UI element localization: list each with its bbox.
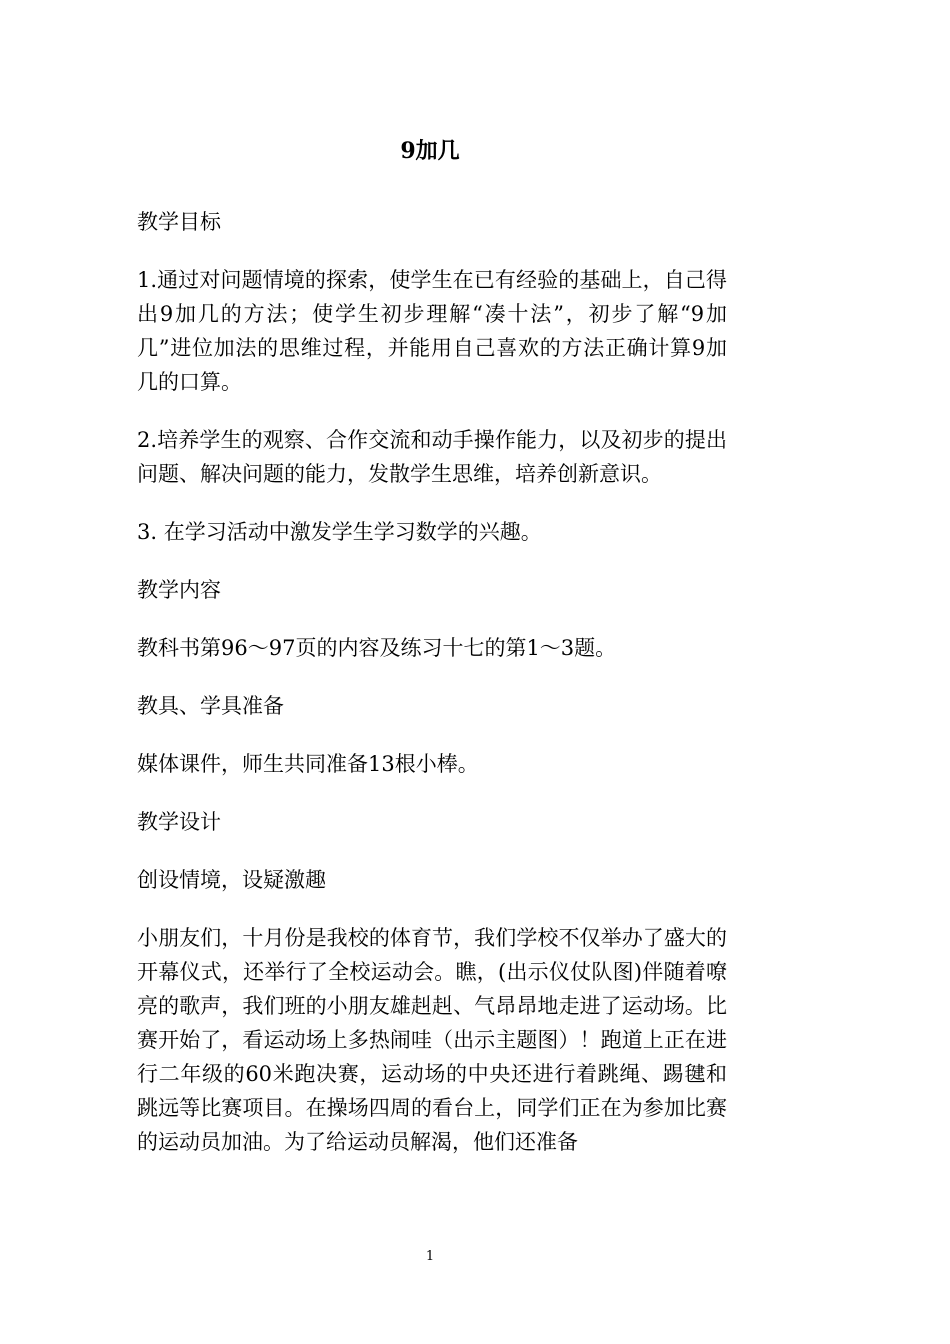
content-paragraph: 教科书第96～97页的内容及练习十七的第1～3题。 xyxy=(137,636,617,660)
materials-paragraph: 媒体课件，师生共同准备13根小棒。 xyxy=(137,752,479,776)
objective-2-paragraph: 2.培养学生的观察、合作交流和动手操作能力，以及初步的提出问题、解决问题的能力，发散学生思维，培养创新意识。 xyxy=(137,428,727,486)
document-title: 9加几 xyxy=(400,138,460,164)
objective-3-paragraph: 3. 在学习活动中激发学生学习数学的兴趣。 xyxy=(137,520,542,544)
section-heading-materials: 教具、学具准备 xyxy=(137,694,284,718)
page-number: 1 xyxy=(425,1249,435,1264)
section-heading-objectives: 教学目标 xyxy=(137,210,221,234)
subsection-heading-scenario: 创设情境，设疑激趣 xyxy=(137,868,326,892)
objective-1-paragraph: 1.通过对问题情境的探索，使学生在已有经验的基础上，自己得出9加几的方法；使学生初步理解“凑十法”，初步了解“9加几”进位加法的思维过程，并能用自己喜欢的方法正确计算9加几的口算。 xyxy=(137,268,727,394)
section-heading-content: 教学内容 xyxy=(137,578,221,602)
document-body xyxy=(137,205,727,1183)
scenario-paragraph: 小朋友们，十月份是我校的体育节，我们学校不仅举办了盛大的开幕仪式，还举行了全校运动会。瞧，(出示仪仗队图)伴随着嘹亮的歌声，我们班的小朋友雄赳赳、气昂昂地走进了运动场。比赛开始了，看运动场上多热闹哇（出示主题图）！跑道上正在进行二年级的60米跑决赛，运动场的中央还进行着跳绳、踢毽和跳远等比赛项目。在操场四周的看台上，同学们正在为参加比赛的运动员加油。为了给运动员解渴，他们还准备 xyxy=(137,926,727,1154)
section-heading-design: 教学设计 xyxy=(137,810,221,834)
